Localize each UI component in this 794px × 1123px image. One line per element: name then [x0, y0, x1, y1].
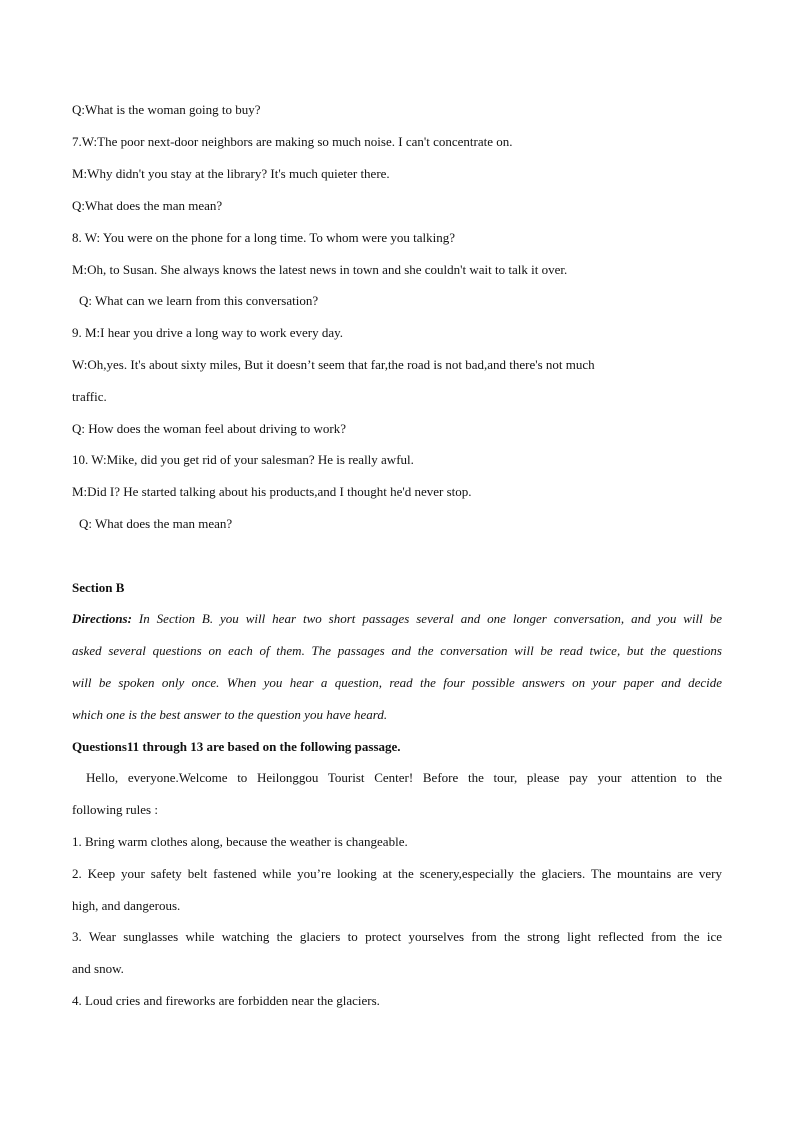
- script-line: M:Did I? He started talking about his products,and I thought he'd never stop.: [72, 484, 472, 499]
- script-line: traffic.: [72, 389, 107, 404]
- directions-line: asked several questions on each of them. The passages and the conversation will be read twice, but the questions: [72, 643, 722, 658]
- script-line: 10. W:Mike, did you get rid of your salesman? He is really awful.: [72, 452, 414, 467]
- script-line: Q: What can we learn from this conversation?: [79, 293, 319, 308]
- passage-line: 1. Bring warm clothes along, because the weather is changeable.: [72, 834, 408, 849]
- passage-line: Hello, everyone.Welcome to Heilonggou Tourist Center! Before the tour, please pay your attention to the: [86, 770, 722, 785]
- passage-line: and snow.: [72, 961, 124, 976]
- directions-label: Directions:: [72, 611, 132, 626]
- script-line: M:Why didn't you stay at the library? It's much quieter there.: [72, 166, 390, 181]
- directions-line: [72, 611, 722, 627]
- directions-line: which one is the best answer to the question you have heard.: [72, 707, 388, 722]
- questions-heading: Questions11 through 13 are based on the following passage.: [72, 739, 401, 754]
- directions-text: In Section B. you will hear two short passages several and one longer conversation, and you will be: [138, 611, 722, 626]
- script-line: Q:What does the man mean?: [72, 198, 223, 213]
- script-line: Q:What is the woman going to buy?: [72, 102, 261, 117]
- passage-line: 4. Loud cries and fireworks are forbidden near the glaciers.: [72, 993, 380, 1008]
- script-line: W:Oh,yes. It's about sixty miles, But it doesn’t seem that far,the road is not bad,and there's not much: [72, 357, 595, 372]
- passage-line: high, and dangerous.: [72, 898, 181, 913]
- script-line: 7.W:The poor next-door neighbors are making so much noise. I can't concentrate on.: [72, 134, 513, 149]
- passage-line: following rules :: [72, 802, 158, 817]
- script-line: Q: How does the woman feel about driving to work?: [72, 421, 347, 436]
- section-title: Section B: [72, 580, 125, 595]
- script-line: M:Oh, to Susan. She always knows the latest news in town and she couldn't wait to talk it over.: [72, 262, 568, 277]
- script-line: Q: What does the man mean?: [79, 516, 233, 531]
- script-line: 8. W: You were on the phone for a long time. To whom were you talking?: [72, 230, 456, 245]
- passage-line: 2. Keep your safety belt fastened while you’re looking at the scenery,especially the glaciers. The mountains are very: [72, 866, 722, 881]
- script-line: 9. M:I hear you drive a long way to work every day.: [72, 325, 343, 340]
- directions-line: will be spoken only once. When you hear a question, read the four possible answers on your paper and decide: [72, 675, 722, 690]
- passage-line: 3. Wear sunglasses while watching the glaciers to protect yourselves from the strong light reflected from the ice: [72, 929, 722, 944]
